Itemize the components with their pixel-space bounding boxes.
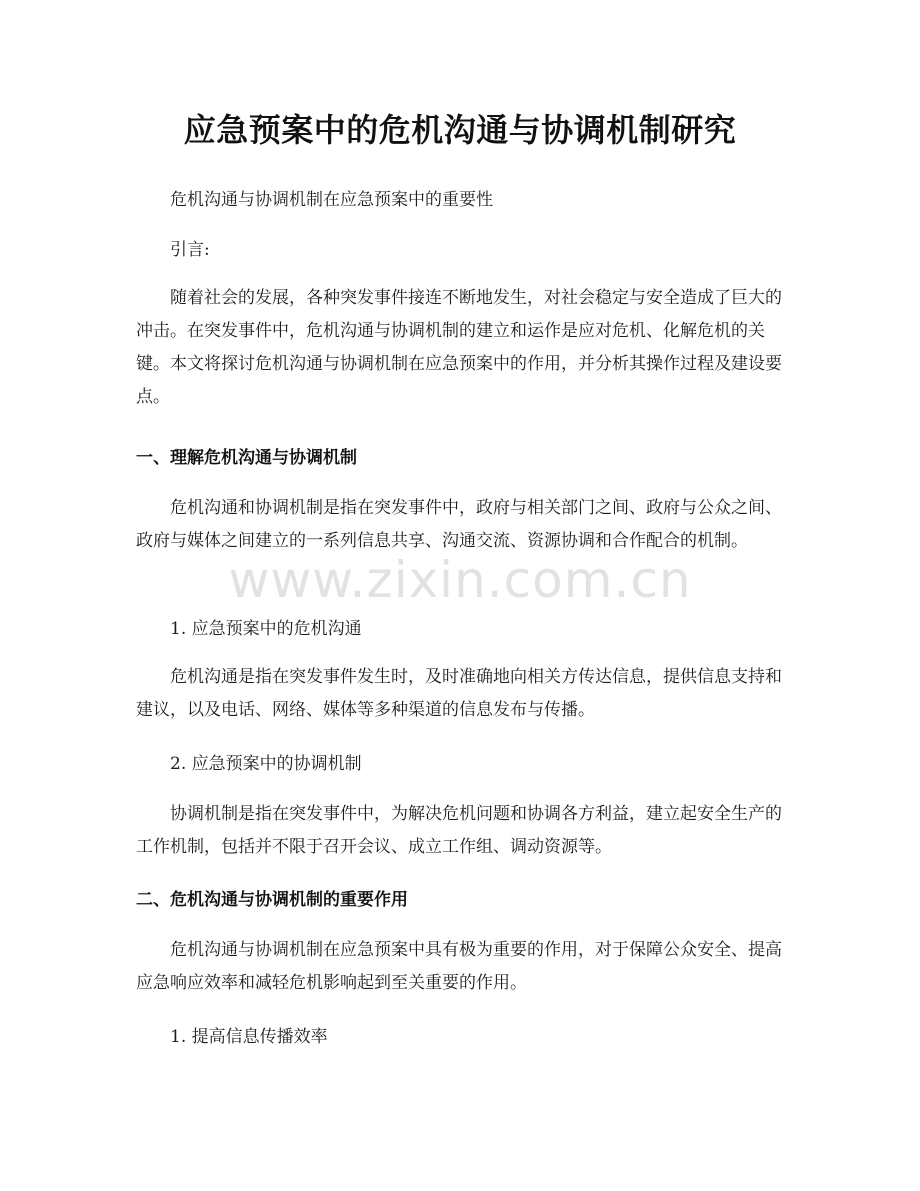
section2-item1-title: 1. 提高信息传播效率 (170, 1027, 328, 1047)
section1-heading: 一、理解危机沟通与协调机制 (136, 448, 357, 468)
document-title: 应急预案中的危机沟通与协调机制研究 (183, 111, 737, 149)
subtitle-paragraph: 危机沟通与协调机制在应急预案中的重要性 (170, 190, 493, 210)
section1-paragraph: 危机沟通和协调机制是指在突发事件中，政府与相关部门之间、政府与公众之间、政府与媒体之间建立的一系列信息共享、沟通交流、资源协调和合作配合的机制。 (136, 498, 782, 551)
watermark-text: www.zixin.com.cn (228, 551, 692, 609)
section1-item1-title: 1. 应急预案中的危机沟通 (170, 619, 362, 639)
section1-item1-text: 危机沟通是指在突发事件发生时，及时准确地向相关方传达信息，提供信息支持和建议，以及电话、网络、媒体等多种渠道的信息发布与传播。 (136, 667, 782, 720)
section2-paragraph: 危机沟通与协调机制在应急预案中具有极为重要的作用，对于保障公众安全、提高应急响应效率和减轻危机影响起到至关重要的作用。 (136, 940, 782, 993)
section2-heading: 二、危机沟通与协调机制的重要作用 (136, 890, 408, 910)
section1-item2-title: 2. 应急预案中的协调机制 (170, 754, 362, 774)
intro-paragraph: 随着社会的发展，各种突发事件接连不断地发生，对社会稳定与安全造成了巨大的冲击。在突发事件中，危机沟通与协调机制的建立和运作是应对危机、化解危机的关键。本文将探讨危机沟通与协调机制在应急预案中的作用，并分析其操作过程及建设要点。 (136, 288, 782, 407)
section1-item2-text: 协调机制是指在突发事件中，为解决危机问题和协调各方利益，建立起安全生产的工作机制，包括并不限于召开会议、成立工作组、调动资源等。 (136, 804, 782, 857)
intro-label: 引言: (170, 240, 210, 260)
